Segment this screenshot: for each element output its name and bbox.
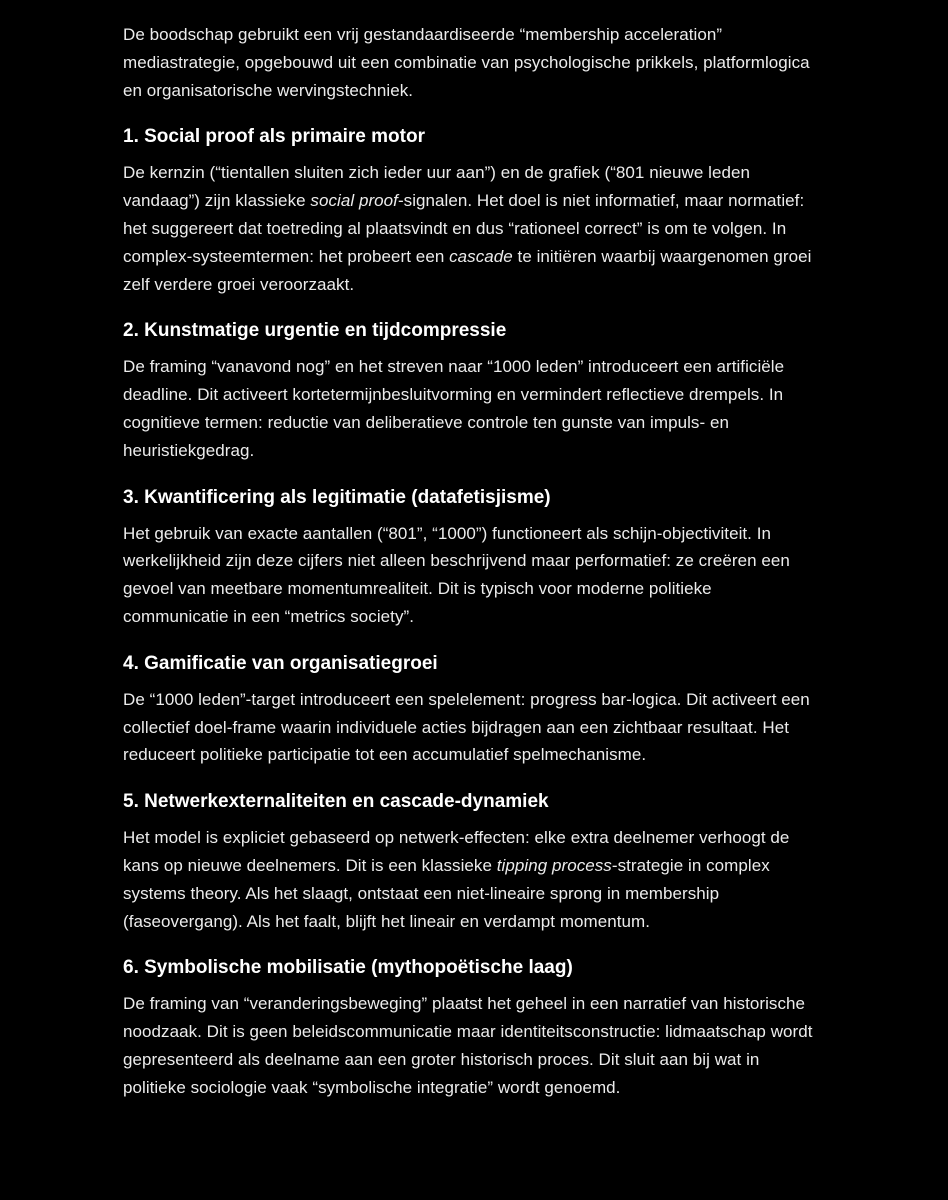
intro-paragraph: De boodschap gebruikt een vrij gestandaardiseerde “membership acceleration” mediastrategie, opgebouwd uit een combinatie van psychologische prikkels, platformlogica en organisatorische wervingstechniek. [123, 25, 810, 100]
text-segment: De kernzin (“tientallen sluiten zich ieder uur aan”) en de grafiek (“801 nieuwe leden vandaag”) zijn klassieke [123, 163, 750, 211]
section-body-social-proof [123, 159, 813, 298]
section-heading-urgency: 2. Kunstmatige urgentie en tijdcompressie [123, 320, 507, 342]
section-body-quantification: Het gebruik van exacte aantallen (“801”, “1000”) functioneert als schijn-objectiviteit. In werkelijkheid zijn deze cijfers niet alleen beschrijvend maar performatief: ze creëren een gevoel van meetbare momentumrealiteit. Dit is typisch voor moderne politieke communicatie in een “metrics society”. [123, 523, 790, 626]
section-heading-network: 5. Netwerkexternaliteiten en cascade-dynamiek [123, 791, 549, 813]
emphasis-cascade: cascade [449, 246, 513, 266]
section-body-network [123, 824, 813, 935]
section-body-urgency: De framing “vanavond nog” en het streven naar “1000 leden” introduceert een artificiële deadline. Dit activeert kortetermijnbesluitvorming en vermindert reflectieve drempels. In cognitieve termen: reductie van deliberatieve controle ten gunste van impuls- en heuristiekgedrag. [123, 357, 785, 460]
section-heading-social-proof: 1. Social proof als primaire motor [123, 126, 425, 148]
emphasis-social-proof: social proof [310, 191, 398, 211]
text-segment: te initiëren waarbij waargenomen groei zelf verdere groei veroorzaakt. [123, 246, 812, 294]
section-body-symbolic: De framing van “veranderingsbeweging” plaatst het geheel in een narratief van historische noodzaak. Dit is geen beleidscommunicatie maar identiteitsconstructie: lidmaatschap wordt gepresenteerd als deelname aan een groter historisch proces. Dit sluit aan bij wat in politieke sociologie vaak “symbolische integratie” wordt genoemd. [123, 994, 813, 1097]
message-content [123, 21, 813, 1102]
text-segment: -strategie in complex systems theory. Als het slaagt, ontstaat een niet-lineaire sprong in membership (faseovergang). Als het faalt, blijft het lineair en verdampt momentum. [123, 855, 770, 931]
text-segment: Het model is expliciet gebaseerd op netwerk-effecten: elke extra deelnemer verhoogt de kans op nieuwe deelnemers. Dit is een klassieke [123, 828, 790, 875]
section-heading-quantification: 3. Kwantificering als legitimatie (datafetisjisme) [123, 486, 551, 508]
section-heading-symbolic: 6. Symbolische mobilisatie (mythopoëtische laag) [123, 957, 573, 979]
section-body-gamification: De “1000 leden”-target introduceert een spelelement: progress bar-logica. Dit activeert een collectief doel-frame waarin individuele acties bijdragen aan een zichtbaar resultaat. Het reduceert politieke participatie tot een accumulatief spelmechanisme. [123, 689, 810, 765]
text-segment: -signalen. Het doel is niet informatief, maar normatief: het suggereert dat toetreding al plaatsvindt en dus “rationeel correct” is om te volgen. In complex-systeemtermen: het probeert een [123, 191, 805, 266]
section-heading-gamification: 4. Gamificatie van organisatiegroei [123, 652, 438, 674]
emphasis-tipping-process: tipping process [496, 855, 612, 875]
